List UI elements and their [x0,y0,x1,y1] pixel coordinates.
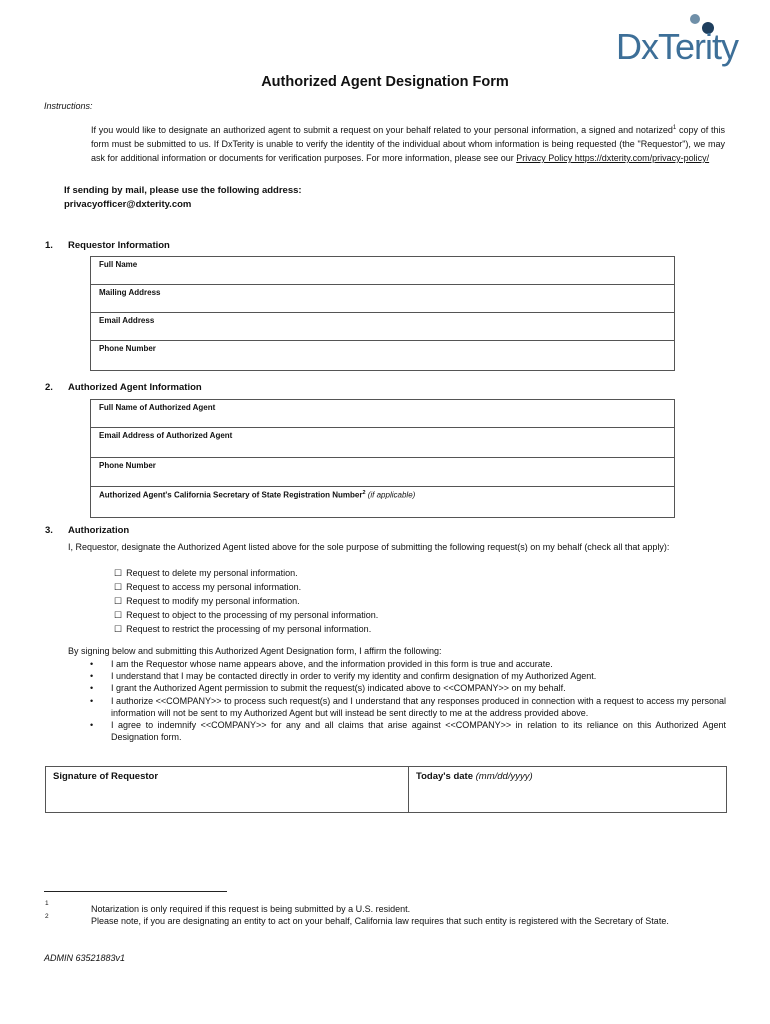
mail-instruction: If sending by mail, please use the following address: [64,185,302,196]
checkbox-label: Request to restrict the processing of my personal information. [126,624,372,634]
affirmation-intro: By signing below and submitting this Authorized Agent Designation form, I affirm the following: [68,646,442,656]
checkbox-label: Request to modify my personal information. [126,596,300,606]
document-id: ADMIN 63521883v1 [44,953,126,963]
requestor-info-table [90,256,675,371]
requestor-phone-field[interactable] [91,341,675,371]
footnote-2-number: 2 [45,913,49,920]
field-label: Authorized Agent's California Secretary of State Registration Number [99,490,363,500]
affirmation-text: I understand that I may be contacted directly in order to verify my identity and confirm designation of my Authorized Agent. [111,671,597,682]
agent-registration-field[interactable] [91,487,675,518]
agent-full-name-field[interactable] [91,400,675,428]
affirmation-text: I agree to indemnify <<COMPANY>> for any and all claims that arise against <<COMPANY>> in relation to its reliance on this Authorized Agent Designation form. [111,720,726,743]
section-1-title: Requestor Information [68,240,170,251]
requestor-mailing-address-field[interactable] [91,285,675,313]
affirmation-item [90,695,726,719]
company-logo [612,12,752,68]
checkbox-item-modify[interactable] [114,594,378,608]
checkbox-item-restrict[interactable] [114,622,378,636]
authorization-paragraph: I, Requestor, designate the Authorized Agent listed above for the sole purpose of submitting the following request(s) on my behalf (check all that apply): [68,542,670,552]
footnote-divider [44,891,227,892]
agent-email-field[interactable] [91,428,675,458]
signature-table [45,766,727,813]
field-label: Phone Number [99,461,156,470]
checkbox-icon[interactable]: ☐ [114,624,123,634]
signature-label: Signature of Requestor [53,771,159,782]
field-label: Email Address of Authorized Agent [99,431,233,440]
agent-phone-field[interactable] [91,458,675,487]
mail-email: privacyofficer@dxterity.com [64,199,192,210]
field-label: Phone Number [99,344,156,353]
affirmation-item [90,719,726,743]
instructions-text-2: copy of this form must be submitted to us. If DxTerity is unable to verify the identity of the individual about whom information is being requested (the "Requestor"), we may ask for additional information or documents for verification purposes. For more information, please see our [91,125,725,163]
bullet-icon: • [90,671,94,682]
checkbox-label: Request to access my personal information. [126,582,302,592]
affirmation-list [90,658,726,743]
section-2-title: Authorized Agent Information [68,382,202,393]
affirmation-item [90,682,726,694]
affirmation-text: I am the Requestor whose name appears above, and the information provided in this form is true and accurate. [111,659,553,669]
section-1-number: 1. [45,240,53,251]
checkbox-icon[interactable]: ☐ [114,596,123,606]
checkbox-icon[interactable]: ☐ [114,582,123,592]
field-label: Mailing Address [99,288,161,297]
bullet-icon: • [90,683,94,694]
instructions-text-1: If you would like to designate an authorized agent to submit a request on your behalf related to your personal information, a signed and notarized [91,125,673,135]
signature-field[interactable] [46,767,409,813]
section-2-number: 2. [45,382,53,393]
field-label: Full Name [99,260,138,269]
requestor-full-name-field[interactable] [91,257,675,285]
checkbox-icon[interactable]: ☐ [114,568,123,578]
checkbox-item-object[interactable] [114,608,378,622]
footnote-1-text: Notarization is only required if this request is being submitted by a U.S. resident. [91,904,411,914]
bullet-icon: • [90,695,94,706]
section-3-number: 3. [45,525,53,536]
logo-dot-light [690,14,700,24]
affirmation-text: I grant the Authorized Agent permission to submit the request(s) indicated above to <<COMPANY>> on my behalf. [111,683,566,694]
request-checkbox-list [114,566,378,636]
date-format: (mm/dd/yyyy) [473,771,533,782]
privacy-policy-link[interactable]: Privacy Policy https://dxterity.com/privacy-policy/ [516,153,710,163]
footnote-ref-2[interactable]: 2 [362,490,366,496]
agent-info-table [90,399,675,518]
checkbox-icon[interactable]: ☐ [114,610,123,620]
date-field[interactable] [409,767,727,813]
bullet-icon: • [90,720,94,731]
affirmation-text: I authorize <<COMPANY>> to process such request(s) and I understand that any responses produced in connection with a request to access my personal information will not be sent to my Authorized Agent but will instead be sent directly to me at the address provided above. [111,695,726,718]
mail-address-block [64,184,302,212]
checkbox-label: Request to object to the processing of my personal information. [126,610,379,620]
page-title: Authorized Agent Designation Form [261,74,509,90]
checkbox-label: Request to delete my personal information. [126,568,298,578]
field-label: Full Name of Authorized Agent [99,403,216,412]
checkbox-item-access[interactable] [114,580,378,594]
footnote-2-text: Please note, if you are designating an entity to act on your behalf, California law requires that such entity is registered with the Secretary of State. [91,916,669,926]
footnote-1-number: 1 [45,900,49,907]
bullet-icon: • [90,659,94,669]
logo-text: DxTerity [616,26,739,67]
requestor-email-field[interactable] [91,313,675,341]
instructions-paragraph [91,121,725,165]
footnote-ref-1[interactable]: 1 [672,125,677,131]
date-label: Today's date [416,771,473,782]
section-3-title: Authorization [68,525,130,536]
checkbox-item-delete[interactable] [114,566,378,580]
affirmation-item [90,658,726,670]
optional-note: (if applicable) [365,490,416,500]
instructions-label: Instructions: [44,101,93,111]
affirmation-item [90,670,726,682]
field-label: Email Address [99,316,155,325]
